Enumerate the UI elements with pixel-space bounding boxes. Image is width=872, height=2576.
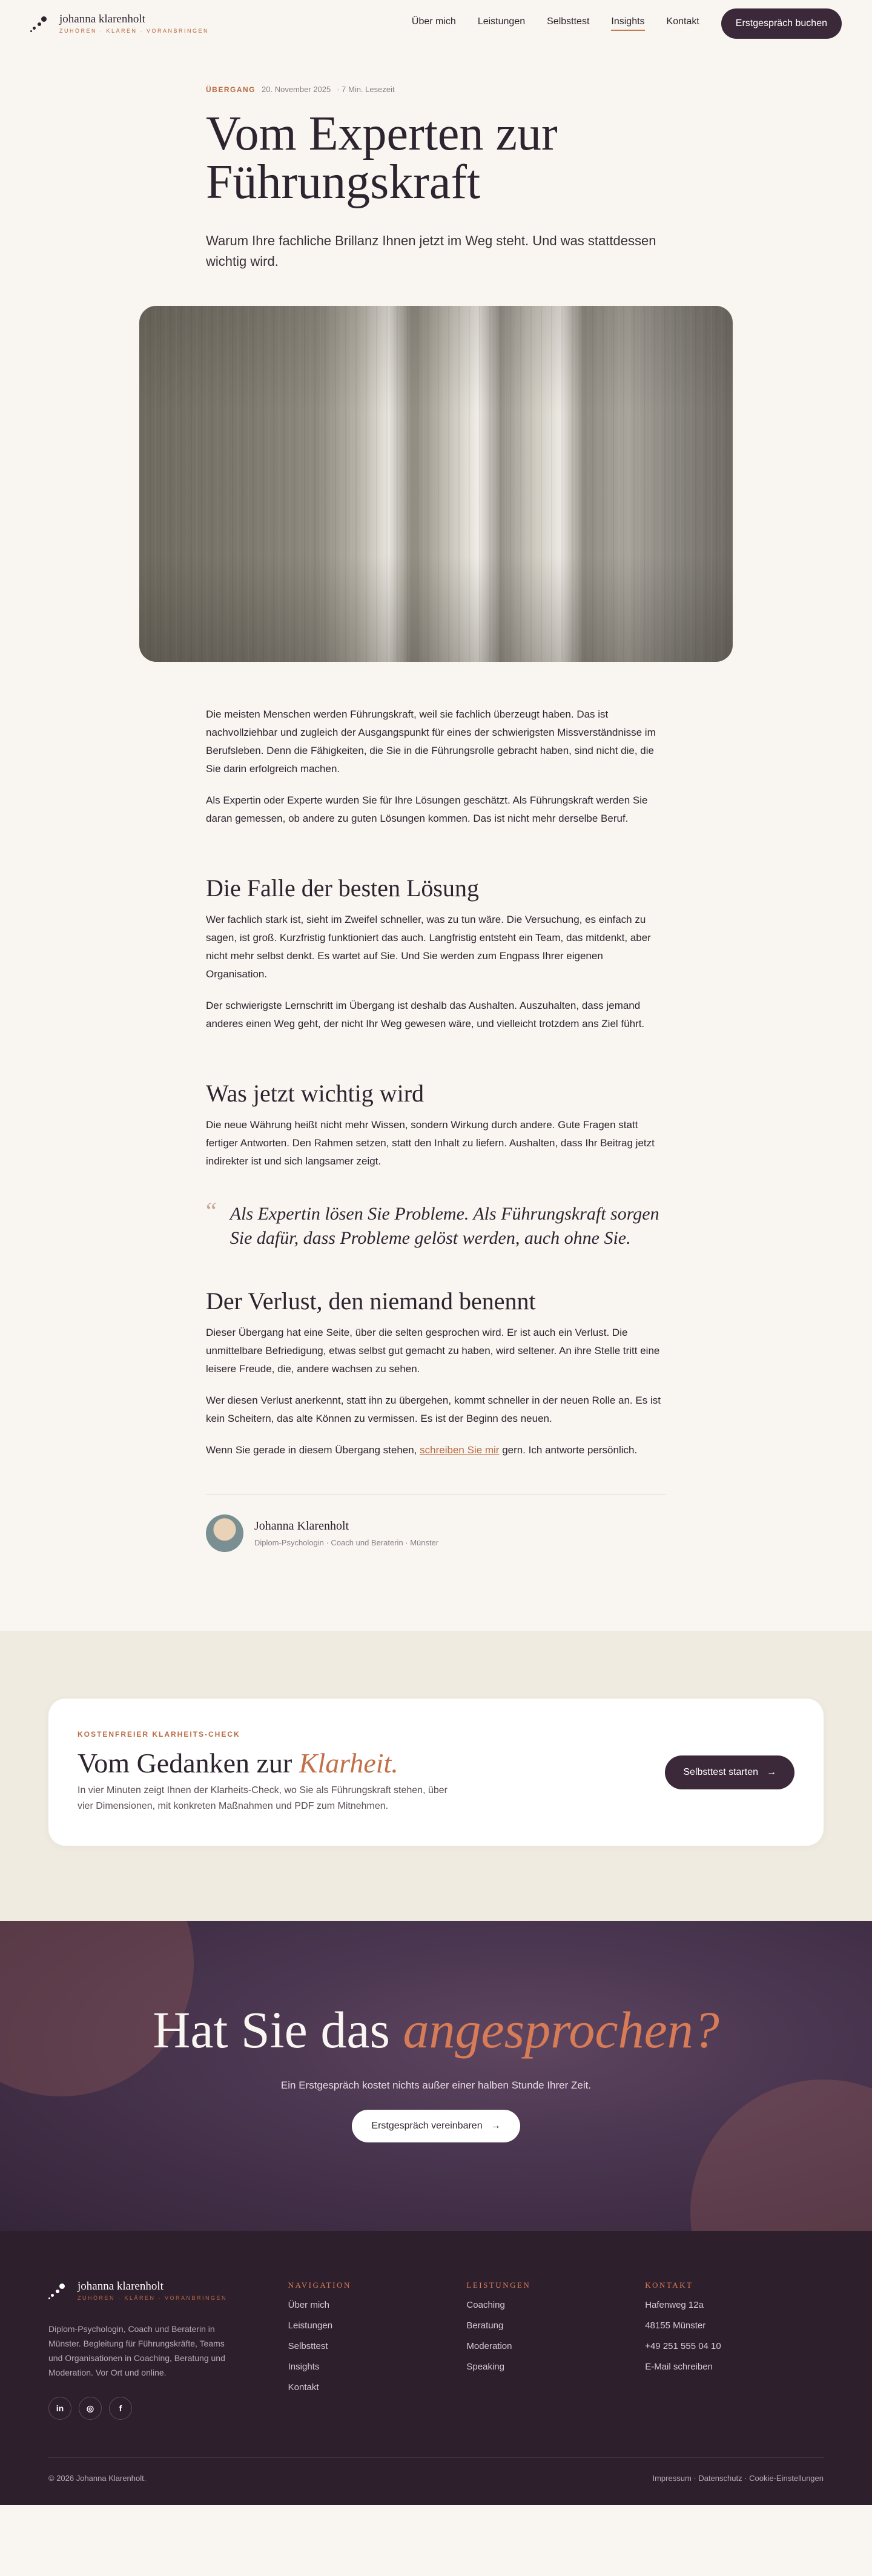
article-title (206, 107, 666, 209)
footer-heading: NAVIGATION (288, 2280, 351, 2290)
self-test-title-text: Vom Gedanken zur (78, 1748, 299, 1778)
start-self-test-label: Selbsttest starten (683, 1766, 758, 1777)
article (0, 85, 872, 1552)
avatar (206, 1514, 243, 1552)
decorative-circle (690, 2079, 872, 2231)
footer-heading: LEISTUNGEN (466, 2280, 531, 2290)
section-heading: Der Verlust, den niemand benennt (206, 1287, 536, 1315)
site-header (0, 0, 872, 47)
nav-item-kontakt[interactable]: Kontakt (666, 16, 699, 27)
footer-link[interactable]: Insights (288, 2362, 320, 2372)
brand-tagline: ZUHÖREN · KLÄREN · VORANBRINGEN (78, 2295, 228, 2301)
nav-item-insights[interactable]: Insights (611, 16, 644, 31)
quote-text: Als Expertin lösen Sie Probleme. Als Führungskraft sorgen Sie dafür, dass Probleme gelöst werden, auch ohne Sie. (230, 1204, 659, 1248)
footer-address-street: Hafenweg 12a (645, 2300, 704, 2310)
arrow-right-icon: → (490, 2121, 501, 2131)
footer-link[interactable]: Speaking (466, 2362, 504, 2372)
legal-links[interactable]: Impressum · Datenschutz · Cookie-Einstellungen (652, 2474, 824, 2483)
paragraph: Der schwierigste Lernschritt im Übergang ist deshalb das Aushalten. Auszuhalten, dass jemand anderes einen Weg geht, der nicht Ihr Weg gewesen wäre, und vielleicht trotzdem ans Ziel führt. (206, 1000, 645, 1029)
copyright: © 2026 Johanna Klarenholt. (48, 2474, 147, 2483)
facebook-icon[interactable]: f (109, 2397, 132, 2420)
footer-link[interactable]: Kontakt (288, 2382, 319, 2393)
author-name: Johanna Klarenholt (254, 1519, 349, 1533)
paragraph: Als Expertin oder Experte wurden Sie für Ihre Lösungen geschätzt. Als Führungskraft werden Sie daran gemessen, ob andere zu guten Lösungen kommen. Das ist nicht mehr derselbe Beruf. (206, 794, 648, 824)
footer-description: Diplom-Psychologin, Coach und Beraterin in Münster. Begleitung für Führungskräfte, Teams und Organisationen in Coaching, Beratung und Moderation. Vor Ort und online. (48, 2324, 225, 2377)
footer-link[interactable]: Coaching (466, 2300, 505, 2310)
contact-text-post: gern. Ich antworte persönlich. (499, 1444, 638, 1456)
self-test-card (48, 1699, 824, 1846)
paragraph: Wer diesen Verlust anerkennt, statt ihn zu übergehen, kommt schneller in der neuen Rolle an. Es ist kein Scheitern, das alte Können zu vermissen. Es ist der Beginn des neuen. (206, 1395, 661, 1424)
article-date: 20. November 2025 (262, 85, 331, 94)
cta-title-emphasis: angesprochen? (403, 2001, 719, 2059)
self-test-eyebrow: KOSTENFREIER KLARHEITS-CHECK (78, 1730, 240, 1739)
linkedin-icon[interactable]: in (48, 2397, 71, 2420)
cta-title-text: Hat Sie das (153, 2001, 403, 2059)
author-box (206, 1494, 666, 1552)
hero-image-curtain (139, 306, 733, 662)
book-consultation-button[interactable]: Erstgespräch buchen (721, 8, 842, 39)
self-test-title (78, 1747, 453, 1779)
footer-link[interactable]: Selbsttest (288, 2341, 328, 2351)
cta-title (0, 1921, 872, 2060)
footer-phone-link[interactable]: +49 251 555 04 10 (645, 2341, 721, 2351)
paragraph: Wer fachlich stark ist, sieht im Zweifel schneller, was zu tun wäre. Die Versuchung, es einfach zu sagen, ist groß. Kurzfristig funktioniert das auch. Langfristig entsteht ein Team, das mitdenkt, aber nicht mehr selbst denkt. Es wartet auf Sie. Und Sie werden zum Engpass Ihrer eigenen Organisation. (206, 914, 651, 980)
main-nav (412, 8, 842, 39)
self-test-section (0, 1631, 872, 1921)
footer-bottom (48, 2457, 824, 2483)
social-links (48, 2397, 288, 2420)
article-body (206, 705, 666, 1552)
nav-item-selbsttest[interactable]: Selbsttest (547, 16, 590, 27)
section-heading: Was jetzt wichtig wird (206, 1080, 424, 1107)
self-test-description: In vier Minuten zeigt Ihnen der Klarheits-Check, wo Sie als Führungskraft stehen, über vier Dimensionen, mit konkreten Maßnahmen und PDF zum Mitnehmen. (78, 1785, 448, 1811)
footer-nav (288, 2280, 467, 2420)
footer-link[interactable]: Leistungen (288, 2320, 333, 2331)
cta-text: Ein Erstgespräch kostet nichts außer einer halben Stunde Ihrer Zeit. (280, 2079, 592, 2091)
article-reading-time: · 7 Min. Lesezeit (337, 85, 395, 94)
footer-contact (645, 2280, 824, 2420)
arrow-right-icon: → (767, 1766, 776, 1777)
pull-quote (206, 1197, 666, 1250)
nav-item-leistungen[interactable]: Leistungen (477, 16, 526, 27)
cta-section (0, 1921, 872, 2231)
paragraph: Die meisten Menschen werden Führungskraft, weil sie fachlich überzeugt haben. Das ist nachvollziehbar und zugleich der Ausgangspunkt für eines der schwierigsten Missverständnisse im Berufsleben. Denn die Fähigkeiten, die Sie in die Führungsrolle gebracht haben, sind nicht die, die Sie darin erfolgreich machen. (206, 708, 656, 774)
write-me-link[interactable]: schreiben Sie mir (420, 1444, 500, 1456)
quote-mark-icon: “ (206, 1197, 217, 1224)
footer-link[interactable]: Beratung (466, 2320, 504, 2331)
section-heading: Die Falle der besten Lösung (206, 874, 479, 902)
article-title-line1: Vom Experten zur (206, 107, 558, 160)
brand-dots-icon (48, 2282, 70, 2300)
schedule-consultation-button[interactable] (352, 2110, 520, 2142)
author-role: Diplom-Psychologin · Coach und Beraterin · Münster (254, 1538, 439, 1547)
brand-dots-icon (30, 15, 52, 33)
paragraph (206, 1441, 666, 1459)
footer-services (466, 2280, 645, 2420)
footer-address-city: 48155 Münster (645, 2320, 706, 2331)
brand-name: johanna klarenholt (78, 2280, 164, 2293)
site-footer (0, 2231, 872, 2505)
paragraph: Dieser Übergang hat eine Seite, über die selten gesprochen wird. Er ist auch ein Verlust. Die unmittelbare Befriedigung, etwas selbst gut gemacht zu haben, wird seltener. An ihre Stelle tritt eine leisere Freude, die, andere wachsen zu sehen. (206, 1327, 660, 1375)
schedule-consultation-label: Erstgespräch vereinbaren (371, 2121, 483, 2131)
self-test-title-emphasis: Klarheit. (299, 1748, 398, 1778)
contact-text-pre: Wenn Sie gerade in diesem Übergang stehen, (206, 1444, 420, 1456)
instagram-icon[interactable]: ◎ (79, 2397, 102, 2420)
article-meta (206, 85, 666, 94)
footer-link[interactable]: Moderation (466, 2341, 512, 2351)
article-category[interactable]: ÜBERGANG (206, 85, 256, 94)
footer-link[interactable]: Über mich (288, 2300, 329, 2310)
brand-name: johanna klarenholt (59, 13, 145, 25)
brand-tagline: ZUHÖREN · KLÄREN · VORANBRINGEN (59, 28, 210, 34)
article-subtitle: Warum Ihre fachliche Brillanz Ihnen jetzt im Weg steht. Und was stattdessen wichtig wird. (206, 233, 656, 269)
brand-logo-link[interactable] (30, 13, 209, 34)
article-title-line2: Führungskraft (206, 156, 481, 209)
footer-brand[interactable] (48, 2280, 288, 2301)
start-self-test-button[interactable] (665, 1755, 794, 1789)
footer-email-link[interactable]: E-Mail schreiben (645, 2362, 713, 2372)
footer-heading: KONTAKT (645, 2280, 693, 2290)
nav-item-ueber-mich[interactable]: Über mich (411, 16, 456, 27)
paragraph: Die neue Währung heißt nicht mehr Wissen, sondern Wirkung durch andere. Gute Fragen statt fertiger Antworten. Den Rahmen setzen, statt den Inhalt zu liefern. Aushalten, dass Ihr Beitrag jetzt indirekter ist und sich langsamer zeigt. (206, 1119, 655, 1167)
